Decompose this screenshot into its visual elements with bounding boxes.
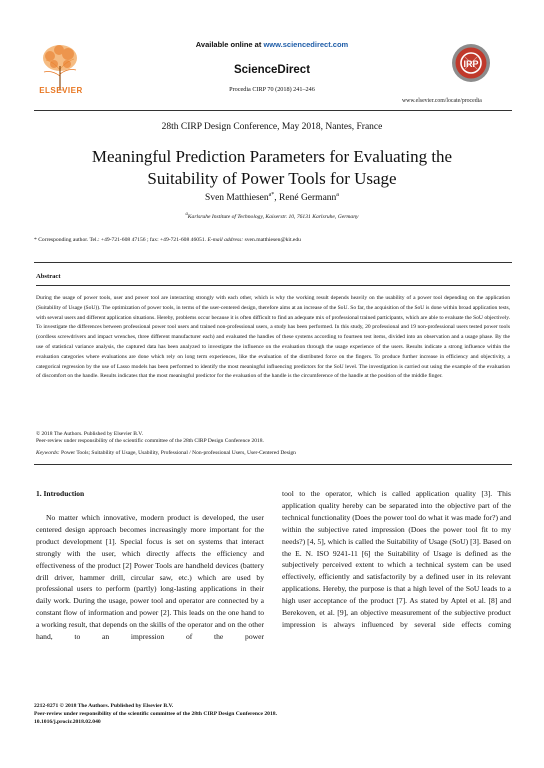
- header-rule: [34, 110, 512, 111]
- abstract-heading-rule: [36, 285, 510, 286]
- conference-line: 28th CIRP Design Conference, May 2018, Nantes, France: [161, 122, 383, 132]
- sciencedirect-link[interactable]: www.sciencedirect.com: [263, 40, 349, 49]
- cirp-logo: [451, 43, 491, 83]
- keywords-label: Keywords:: [36, 450, 60, 456]
- available-label: Available online at: [195, 40, 262, 49]
- author-list: [0, 192, 544, 203]
- footer-peer-review-line: Peer-review under responsibility of the scientific committee of the 28th CIRP Design Conference 2018.: [34, 711, 277, 717]
- corresponding-author-contact: * Corresponding author. Tel.: +49-721-608 47156 ; fax: +49-721-608 46051.: [34, 237, 207, 243]
- copyright-line: © 2018 The Authors. Published by Elsevier B.V.: [36, 431, 143, 437]
- abstract-heading: Abstract: [36, 273, 61, 280]
- abstract-bottom-rule: [34, 464, 512, 465]
- author-name: René Germann: [279, 193, 337, 204]
- footer-issn-line: 2212-8271 © 2018 The Authors. Published by Elsevier B.V.: [34, 703, 174, 709]
- paper-title-line-1: Meaningful Prediction Parameters for Evaluating the: [91, 147, 453, 166]
- journal-homepage-link[interactable]: www.elsevier.com/locate/procedia: [402, 98, 482, 104]
- section-heading-introduction: 1. Introduction: [36, 489, 85, 498]
- email-address[interactable]: sven.matthiesen@kit.edu: [244, 237, 301, 243]
- body-column-right: [282, 488, 511, 631]
- affiliation-mark: a: [185, 212, 188, 217]
- author-separator: ,: [274, 193, 280, 204]
- abstract-top-rule: [34, 262, 512, 263]
- author-name: Sven Matthiesen: [205, 193, 269, 204]
- corresponding-author: [34, 237, 301, 243]
- keywords-list: Power Tools; Suitability of Usage, Usability, Professional / Non-professional Users, User-Centered Design: [59, 450, 296, 456]
- email-label: E-mail address:: [207, 237, 244, 243]
- affiliation: [0, 212, 544, 220]
- body-column-left: [36, 512, 264, 643]
- peer-review-line: Peer-review under responsibility of the scientific committee of the 28th CIRP Design Conference 2018.: [36, 438, 264, 444]
- author-affil-mark: a*: [268, 192, 275, 198]
- svg-text:IRP: IRP: [463, 59, 479, 69]
- journal-citation: Procedia CIRP 70 (2018) 241–246: [229, 86, 315, 93]
- affiliation-text: Karlsruhe Institute of Technology, Kaiserstr. 10, 76131 Karlsruhe, Germany: [187, 213, 359, 220]
- paper-title-line-2: Suitability of Power Tools for Usage: [147, 169, 397, 188]
- elsevier-wordmark: ELSEVIER: [39, 86, 83, 95]
- footer-doi[interactable]: 10.1016/j.procir.2018.02.040: [34, 719, 101, 725]
- abstract-body: During the usage of power tools, user and power tool are interacting strongly with each other, which is why the working result depends heavily on the usability of a power tool depending on the application (Suitability of Usage (SoU)). The optimization of power tools, in terms of the user-centered design, therefore aims at an increase of the SoU. So far, the acquisition of the SoU is done within broad application tests, with several users and different application situations. Hereby, problems occur because it is often difficult to find an adequate mix of professional trained participants, which are able to evaluate the SoU objectively. To investigate the differences between professional power tool users and trained non-professional users, a study has been performed. In this study, 20 professional and 19 non-professional users tested power tools (cordless screwdrivers and impact wrenches, three different manufacturer each) and evaluated the handles of these systems according to fourteen test items, divided into an observation and a usage phase. By the use of statistical variance analysis, the captured data has been analyzed to investigate the influence on the evaluation through the usage experience of the users. Results indicate a strong influence within the evaluation categories where evaluations are done which rely on long term experiences, like the evaluation of the distributed force on the fingers. To produce further increase in efficiency and objectivity, a categorical regression by the use of Lasso models has been performed to identify the most meaningful influencing predictors for the SoU level. The investigation is carried out using the example of the evaluation of discomfort on the handle. Results indicates that the most meaningful predictor for the evaluation of the handle is the circumference of the handle at the position of the middle finger.: [36, 295, 510, 380]
- paragraph: tool to the operator, which is called application quality [3]. This application quality hereby can be separated into the objective part of the technical functionality (Does the power tool do what it was made for?) and within the subjective rated impression (Does the power tool fit to my needs?) [4, 5], which is called the Suitability of Usage (SoU) [3]. Based on the E. N. ISO 9241-11 [6] the Suitability of Usage is defined as the subjectively perceived extent to which a technical system can be used effectively, efficiently and satisfactorily by a defined user in its relevant applications. Hereby, the purpose is that a high level of the SoU leads to a high user acceptance of the product [7]. As stated by Aptel et al. [8] and Berekoven, et al. [9], an objective measurement of the subjective product impression is always influenced by several side effects coming: [282, 489, 511, 629]
- paragraph: No matter which innovative, modern product is developed, the user centered design approach becomes increasingly more important for the product development [1]. Special focus is set on systems that interact strongly with the user, which directly affects the efficiency and effectiveness of the product [2] Power Tools are handheld devices (battery drill driver, hammer drill, circular saw, etc.) which are used by professional users to perform (partly) long-lasting applications in their daily work. During the usage, power tool and operator are connected by a constant flow of information and power [2]. This leads on the one hand to a working result, that depends on the skills of the operator and on the other hand, to an impression of the power: [36, 513, 264, 642]
- paper-title: [30, 146, 514, 190]
- sciencedirect-title: ScienceDirect: [233, 64, 311, 76]
- author-affil-mark: a: [336, 192, 339, 198]
- keywords-line: [36, 450, 296, 456]
